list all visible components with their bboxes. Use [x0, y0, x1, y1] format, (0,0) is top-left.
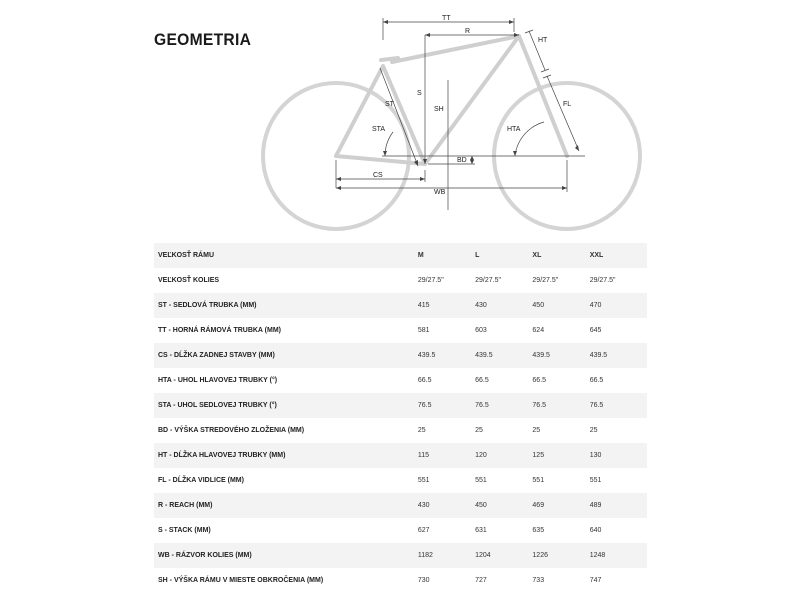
label-s: S [417, 90, 422, 97]
cell-l: 603 [475, 327, 487, 334]
cell-m: 730 [417, 577, 430, 584]
row-label: HTA - UHOL HLAVOVEJ TRUBKY (°) [158, 377, 278, 384]
label-st: ST [385, 101, 394, 108]
label-sta: STA [372, 126, 386, 133]
label-cs: CS [373, 172, 383, 179]
table-header-row [154, 243, 647, 268]
header-size-l: L [475, 252, 480, 259]
cell-xl: 635 [532, 527, 545, 534]
table-row [154, 418, 647, 443]
cell-l: 120 [475, 452, 487, 459]
row-label: HT - DĹŽKA HLAVOVEJ TRUBKY (MM) [158, 452, 286, 459]
table-row [154, 293, 647, 318]
label-fl: FL [563, 101, 572, 108]
row-label: R - REACH (MM) [158, 502, 213, 509]
row-label: VEĽKOSŤ KOLIES [158, 277, 220, 284]
row-label: ST - SEDLOVÁ TRUBKA (MM) [158, 302, 257, 309]
cell-m: 415 [417, 302, 430, 309]
table-row [154, 368, 647, 393]
cell-m: 627 [417, 527, 430, 534]
cell-m: 25 [417, 427, 426, 434]
row-label: TT - HORNÁ RÁMOVÁ TRUBKA (MM) [158, 327, 281, 334]
row-label: WB - RÁZVOR KOLIES (MM) [158, 552, 252, 559]
cell-xxl: 439.5 [589, 352, 608, 359]
cell-xl: 25 [532, 427, 541, 434]
header-size-m: M [417, 252, 424, 259]
cell-xxl: 470 [589, 302, 602, 309]
cell-l: 76.5 [475, 402, 489, 409]
row-label: STA - UHOL SEDLOVEJ TRUBKY (°) [158, 402, 277, 409]
label-sh: SH [434, 106, 444, 113]
cell-m: 29/27.5" [417, 277, 444, 284]
label-tt: TT [442, 15, 451, 22]
bike-geometry-diagram [0, 0, 800, 240]
cell-m: 115 [417, 452, 430, 459]
table-row [154, 468, 647, 493]
row-label: FL - DĹŽKA VIDLICE (MM) [158, 477, 244, 484]
label-ht: HT [538, 37, 548, 44]
cell-xl: 125 [532, 452, 545, 459]
table-row [154, 343, 647, 368]
label-wb: WB [434, 189, 446, 196]
cell-xl: 450 [532, 302, 545, 309]
table-row [154, 443, 647, 468]
cell-l: 631 [475, 527, 487, 534]
cell-xxl: 489 [589, 502, 602, 509]
cell-m: 1182 [417, 552, 433, 559]
cell-xl: 469 [532, 502, 545, 509]
cell-xxl: 645 [589, 327, 602, 334]
geometry-table [154, 243, 647, 593]
cell-m: 581 [417, 327, 430, 334]
page-title: GEOMETRIA [154, 30, 252, 49]
table-row [154, 518, 647, 543]
cell-l: 25 [475, 427, 483, 434]
header-label: VEĽKOSŤ RÁMU [158, 252, 214, 259]
cell-xxl: 1248 [589, 552, 606, 559]
cell-xl: 624 [532, 327, 545, 334]
cell-xl: 439.5 [532, 352, 550, 359]
cell-xl: 29/27.5" [532, 277, 559, 284]
cell-l: 1204 [475, 552, 491, 559]
cell-l: 727 [475, 577, 487, 584]
row-label: S - STACK (MM) [158, 527, 211, 534]
cell-xxl: 640 [589, 527, 602, 534]
table-row [154, 568, 647, 593]
label-bd: BD [457, 157, 467, 164]
header-size-xl: XL [532, 252, 542, 259]
cell-l: 439.5 [475, 352, 493, 359]
cell-xxl: 76.5 [589, 402, 604, 409]
cell-l: 430 [475, 302, 487, 309]
label-hta: HTA [507, 126, 521, 133]
cell-xl: 1226 [532, 552, 548, 559]
cell-xl: 551 [532, 477, 545, 484]
row-label: BD - VÝŠKA STREDOVÉHO ZLOŽENIA (MM) [158, 427, 305, 434]
cell-xxl: 25 [589, 427, 598, 434]
table-row [154, 543, 647, 568]
cell-m: 66.5 [417, 377, 432, 384]
header-size-xxl: XXL [589, 252, 604, 259]
table-row [154, 268, 647, 293]
cell-xxl: 747 [589, 577, 602, 584]
arrow-tips [336, 20, 579, 190]
cell-m: 430 [417, 502, 430, 509]
cell-l: 450 [475, 502, 487, 509]
bike-frame [336, 36, 567, 164]
table-row [154, 318, 647, 343]
cell-m: 76.5 [417, 402, 432, 409]
cell-l: 66.5 [475, 377, 489, 384]
cell-xxl: 66.5 [589, 377, 604, 384]
table-row [154, 393, 647, 418]
cell-xl: 66.5 [532, 377, 547, 384]
cell-l: 551 [475, 477, 487, 484]
label-r: R [465, 28, 471, 35]
row-label: SH - VÝŠKA RÁMU V MIESTE OBKROČENIA (MM) [158, 577, 324, 584]
cell-m: 439.5 [417, 352, 436, 359]
cell-xl: 76.5 [532, 402, 547, 409]
cell-xl: 733 [532, 577, 545, 584]
table-row [154, 493, 647, 518]
cell-xxl: 130 [589, 452, 602, 459]
cell-l: 29/27.5" [475, 277, 501, 284]
row-label: CS - DĹŽKA ZADNEJ STAVBY (MM) [158, 352, 275, 359]
cell-xxl: 551 [589, 477, 602, 484]
cell-m: 551 [417, 477, 430, 484]
cell-xxl: 29/27.5" [589, 277, 616, 284]
